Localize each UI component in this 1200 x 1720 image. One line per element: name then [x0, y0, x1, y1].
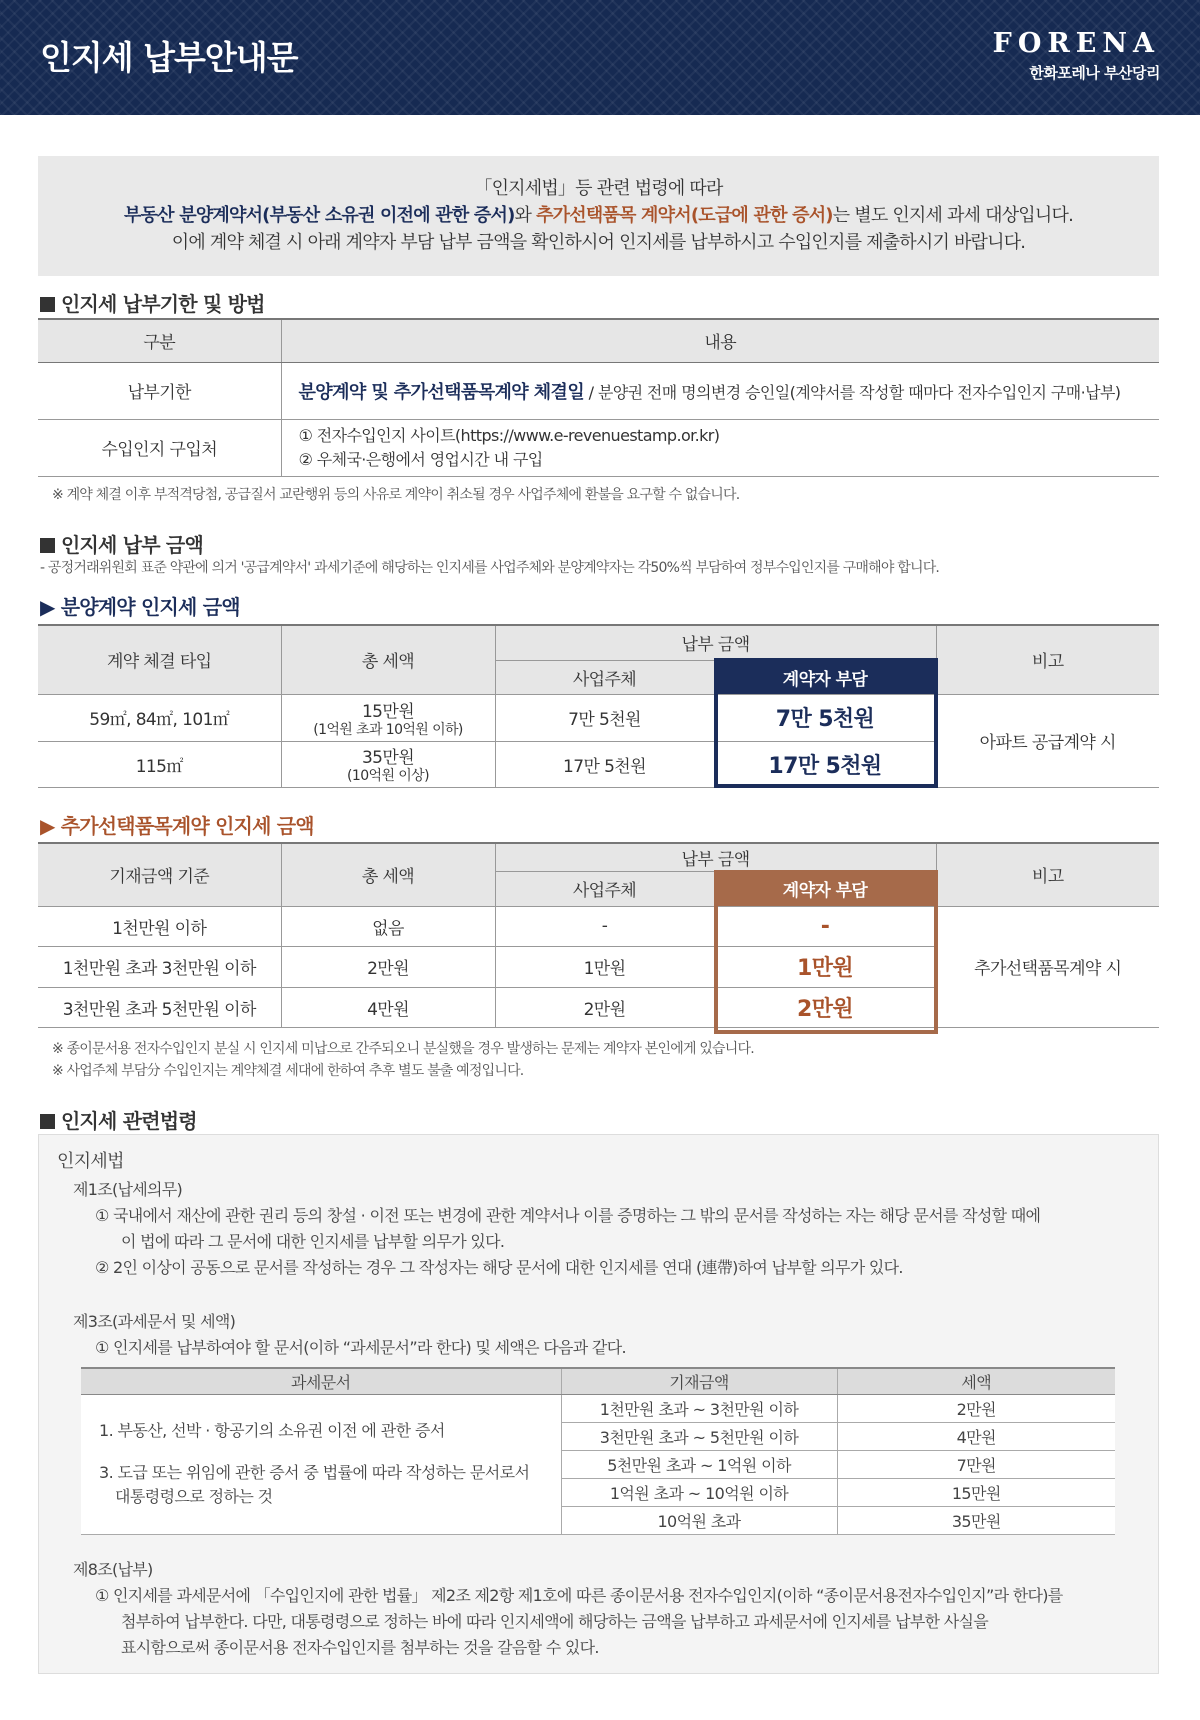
cell-business: -	[495, 906, 714, 946]
sale-tax-table	[38, 624, 1159, 788]
section-title-amount	[40, 529, 203, 558]
row-content-purchase	[281, 419, 1159, 476]
law-box	[38, 1134, 1159, 1674]
table-row	[38, 419, 1159, 476]
col-header-amount: 기재금액	[561, 1368, 837, 1394]
table-row	[38, 906, 1159, 946]
article-1-para-1a: ① 국내에서 재산에 관한 권리 등의 창설 · 이전 또는 변경에 관한 계약서나 이를 증명하는 그 밖의 문서를 작성하는 자는 해당 문서를 작성할 때에	[95, 1206, 1041, 1225]
cell-total	[281, 694, 495, 741]
cell-note: 아파트 공급계약 시	[936, 694, 1159, 787]
amount-description: - 공정거래위원회 표준 약관에 의거 '공급계약서' 과세기준에 해당하는 인지세를 사업주체와 분양계약자는 각50%씩 부담하여 정부수입인지를 구매해야 합니다.	[40, 560, 940, 576]
purchase-site: ① 전자수입인지 사이트(https://www.e-revenuestamp.or.kr)	[298, 425, 720, 445]
section-title-text: 인지세 납부 금액	[61, 533, 203, 557]
cell-total: 4만원	[281, 987, 495, 1027]
col-header-total: 총 세액	[281, 625, 495, 694]
footnote-2: ※ 사업주체 부담分 수입인지는 계약체결 세대에 한하여 추후 별도 불출 예정입니다.	[52, 1063, 524, 1079]
col-header-category: 구분	[38, 319, 281, 362]
table-header-row	[81, 1368, 1115, 1394]
cell-buyer: -	[714, 906, 936, 946]
document-3a: 3. 도급 또는 위임에 관한 증서 중 법률에 따라 작성하는 문서로서	[99, 1463, 530, 1482]
article-3-para-1: ① 인지세를 납부하여야 할 문서(이하 “과세문서”라 한다) 및 세액은 다음과 같다.	[95, 1338, 626, 1357]
cell-business: 17만 5천원	[495, 741, 714, 787]
cell-tax: 7만원	[837, 1450, 1115, 1478]
cell-amount: 1천만원 초과 ~ 3천만원 이하	[561, 1394, 837, 1422]
col-header-type: 계약 체결 타입	[38, 625, 281, 694]
cell-documents	[81, 1394, 561, 1534]
intro-line-2	[38, 202, 1159, 229]
cell-total: 없음	[281, 906, 495, 946]
col-header-payment: 납부 금액	[495, 843, 936, 871]
tax-document-table	[81, 1367, 1115, 1535]
page-header	[0, 0, 1200, 115]
article-1-para-1b: 이 법에 따라 그 문서에 대한 인지세를 납부할 의무가 있다.	[121, 1232, 505, 1251]
deadline-bold: 분양계약 및 추가선택품목계약 체결일	[298, 381, 585, 403]
row-content-deadline	[281, 362, 1159, 419]
cell-buyer: 1만원	[714, 946, 936, 987]
option-table-title: ▶ 추가선택품목계약 인지세 금액	[40, 814, 314, 838]
table-header-row	[38, 843, 1159, 871]
table-header-row	[38, 319, 1159, 362]
cell-tax: 2만원	[837, 1394, 1115, 1422]
sale-table-title: ▶ 분양계약 인지세 금액	[40, 595, 240, 619]
forena-logo	[993, 28, 1160, 83]
col-header-business: 사업주체	[495, 871, 714, 906]
row-label-purchase: 수입인지 구입처	[38, 419, 281, 476]
cell-total: 2만원	[281, 946, 495, 987]
cell-amount: 3천만원 초과 ~ 5천만원 이하	[561, 1422, 837, 1450]
article-1-title: 제1조(납세의무)	[73, 1180, 183, 1199]
table-header-row	[38, 625, 1159, 660]
article-8-para-1a: ① 인지세를 과세문서에 「수입인지에 관한 법률」 제2조 제2항 제1호에 따른 종이문서용 전자수입인지(이하 “종이문서용전자수입인지”라 한다)를	[95, 1586, 1063, 1605]
cell-basis: 1천만원 이하	[38, 906, 281, 946]
article-8-para-1c: 표시함으로써 종이문서용 전자수입인지를 첨부하는 것을 갈음할 수 있다.	[121, 1638, 599, 1657]
refund-note: ※ 계약 체결 이후 부적격당첨, 공급질서 교란행위 등의 사유로 계약이 취소될 경우 사업주체에 환불을 요구할 수 없습니다.	[52, 487, 740, 503]
total-value: 15만원	[361, 701, 415, 722]
total-value: 35만원	[361, 748, 415, 768]
law-name: 인지세법	[57, 1151, 124, 1172]
table-row	[38, 694, 1159, 741]
deadline-table	[38, 318, 1159, 477]
cell-tax: 35만원	[837, 1506, 1115, 1534]
section-title-text: 인지세 납부기한 및 방법	[61, 292, 265, 316]
table-row	[38, 362, 1159, 419]
cell-tax: 15만원	[837, 1478, 1115, 1506]
col-header-note: 비고	[936, 625, 1159, 694]
intro-line-3: 이에 계약 체결 시 아래 계약자 부담 납부 금액을 확인하시어 인지세를 납부하시고 수입인지를 제출하시기 바랍니다.	[171, 232, 1026, 253]
article-8-para-1b: 첨부하여 납부한다. 다만, 대통령령으로 정하는 바에 따라 인지세액에 해당하는 금액을 납부하고 과세문서에 인지세를 납부한 사실을	[121, 1612, 989, 1631]
footnote-1: ※ 종이문서용 전자수입인지 분실 시 인지세 미납으로 간주되오니 분실했을 경우 발생하는 문제는 계약자 본인에게 있습니다.	[52, 1041, 754, 1057]
article-3-title: 제3조(과세문서 및 세액)	[73, 1312, 236, 1331]
intro-line-1: 「인지세법」등 관련 법령에 따라	[474, 178, 723, 199]
row-label-deadline: 납부기한	[38, 362, 281, 419]
col-header-payment: 납부 금액	[495, 625, 936, 660]
cell-total	[281, 741, 495, 787]
cell-business: 2만원	[495, 987, 714, 1027]
document-3b: 대통령령으로 정하는 것	[115, 1487, 273, 1506]
cell-buyer: 7만 5천원	[714, 694, 936, 741]
brand-name: FORENA	[992, 28, 1160, 59]
document-1: 1. 부동산, 선박 · 항공기의 소유권 이전 에 관한 증서	[99, 1421, 445, 1440]
intro-option-contract: 추가선택품목 계약서(도급에 관한 증서)	[536, 205, 833, 226]
col-header-business: 사업주체	[495, 660, 714, 694]
cell-business: 1만원	[495, 946, 714, 987]
col-header-buyer: 계약자 부담	[714, 871, 936, 906]
cell-type: 115㎡	[38, 741, 281, 787]
col-header-document: 과세문서	[81, 1368, 561, 1394]
cell-note: 추가선택품목계약 시	[936, 906, 1159, 1027]
square-bullet-icon	[40, 1114, 55, 1129]
cell-tax: 4만원	[837, 1422, 1115, 1450]
table-row	[81, 1394, 1115, 1422]
cell-amount: 5천만원 초과 ~ 1억원 이하	[561, 1450, 837, 1478]
square-bullet-icon	[40, 297, 55, 312]
intro-tail: 는 별도 인지세 과세 대상입니다.	[832, 205, 1073, 226]
total-range: (1억원 초과 10억원 이하)	[313, 721, 463, 738]
purchase-post: ② 우체국·은행에서 영업시간 내 구입	[298, 449, 543, 469]
cell-basis: 1천만원 초과 3천만원 이하	[38, 946, 281, 987]
intro-conj: 와	[514, 205, 537, 226]
col-header-basis: 기재금액 기준	[38, 843, 281, 906]
col-header-note: 비고	[936, 843, 1159, 906]
col-header-content: 내용	[281, 319, 1159, 362]
page-title: 인지세 납부안내문	[40, 38, 298, 77]
deadline-rest: / 분양권 전매 명의변경 승인일(계약서를 작성할 때마다 전자수입인지 구매·납부)	[584, 382, 1121, 402]
cell-type: 59㎡, 84㎡, 101㎡	[38, 694, 281, 741]
section-title-deadline	[40, 288, 265, 317]
cell-basis: 3천만원 초과 5천만원 이하	[38, 987, 281, 1027]
article-8-title: 제8조(납부)	[73, 1560, 153, 1579]
intro-sale-contract: 부동산 분양계약서(부동산 소유권 이전에 관한 증서)	[124, 205, 515, 226]
cell-business: 7만 5천원	[495, 694, 714, 741]
cell-amount: 10억원 초과	[561, 1506, 837, 1534]
total-range: (10억원 이상)	[347, 768, 429, 784]
cell-buyer: 17만 5천원	[714, 741, 936, 787]
section-title-law	[40, 1105, 197, 1134]
col-header-tax: 세액	[837, 1368, 1115, 1394]
option-tax-table	[38, 842, 1159, 1028]
article-1-para-2: ② 2인 이상이 공동으로 문서를 작성하는 경우 그 작성자는 해당 문서에 대한 인지세를 연대 (連帶)하여 납부할 의무가 있다.	[95, 1258, 903, 1277]
brand-sub: 한화포레나 부산당리	[1029, 64, 1160, 82]
cell-buyer: 2만원	[714, 987, 936, 1027]
col-header-total: 총 세액	[281, 843, 495, 906]
cell-amount: 1억원 초과 ~ 10억원 이하	[561, 1478, 837, 1506]
intro-box	[38, 156, 1159, 276]
col-header-buyer: 계약자 부담	[714, 660, 936, 694]
square-bullet-icon	[40, 538, 55, 553]
section-title-text: 인지세 관련법령	[61, 1109, 197, 1133]
